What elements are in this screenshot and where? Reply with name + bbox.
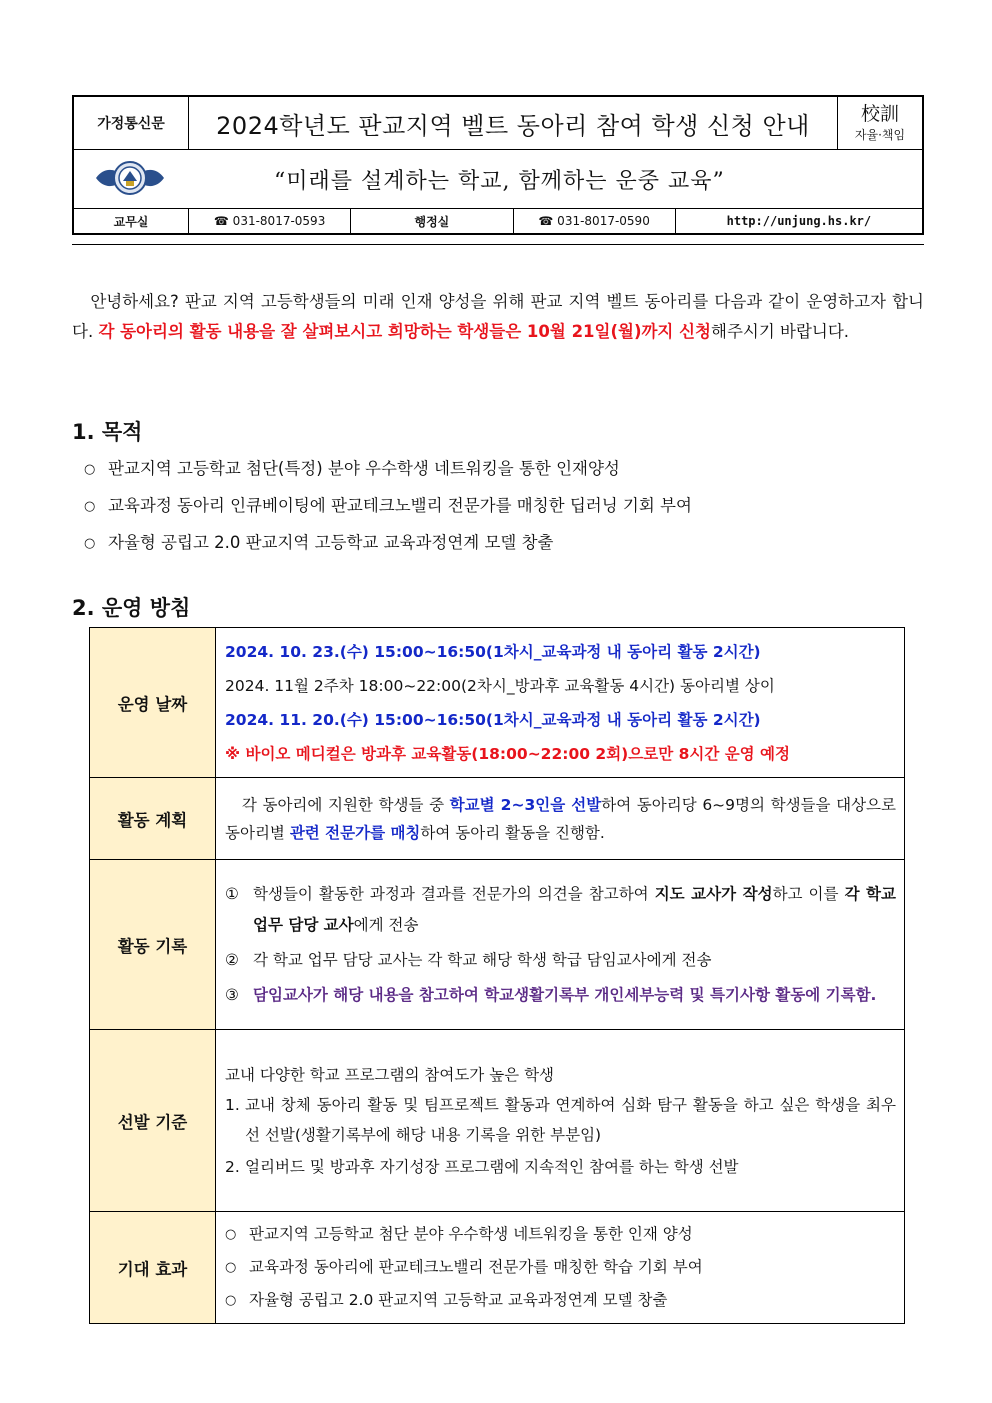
row-content-plan: 각 동아리에 지원한 학생들 중 학교별 2~3인을 선발하여 동아리당 6~9명의 학생들을 대상으로 동아리별 관련 전문가를 매칭하여 동아리 활동을 진행함. — [216, 778, 905, 860]
row-label-selection: 선발 기준 — [90, 1030, 216, 1212]
date-session-1: 2024. 10. 23.(수) 15:00~16:50(1차시_교육과정 내 동아리 활동 2시간) — [225, 642, 761, 661]
purpose-item: ○ 교육과정 동아리 인큐베이팅에 판교테크노밸리 전문가를 매칭한 딥러닝 기회 부여 — [84, 488, 692, 525]
row-label-record: 활동 기록 — [90, 860, 216, 1030]
school-slogan: “미래를 설계하는 학교, 함께하는 운중 교육” — [274, 169, 725, 194]
section-operation-title: 2. 운영 방침 — [72, 596, 191, 620]
table-row — [90, 1212, 905, 1324]
effect-item: ○ 자율형 공립고 2.0 판교지역 고등학교 교육과정연계 모델 창출 — [225, 1284, 896, 1317]
effect-item: ○ 판교지역 고등학교 첨단 분야 우수학생 네트워킹을 통한 인재 양성 — [225, 1218, 896, 1251]
document-title: 2024학년도 판교지역 벨트 동아리 참여 학생 신청 안내 — [189, 96, 838, 150]
row-content-selection — [216, 1030, 905, 1212]
table-row — [90, 1030, 905, 1212]
intro-text-1: 안녕하세요? 판교 지역 고등학생들의 미래 인재 양성을 위해 판교 지역 벨트 동아리를 다음과 같이 운영하고자 합니다. — [72, 292, 924, 341]
school-website-link[interactable]: http://unjung.hs.kr/ — [675, 209, 923, 235]
row-content-date — [216, 628, 905, 778]
office-label: 교무실 — [73, 209, 189, 235]
record-step-1: ① 학생들이 활동한 과정과 결과를 전문가의 의견을 참고하여 지도 교사가 작성하고 이를 각 학교 업무 담당 교사에게 전송 — [225, 884, 897, 934]
table-row — [90, 778, 905, 860]
newsletter-label: 가정통신문 — [73, 96, 189, 150]
plan-highlight-matching: 관련 전문가를 매칭 — [289, 823, 421, 842]
date-session-3: 2024. 11. 20.(수) 15:00~16:50(1차시_교육과정 내 동아리 활동 2시간) — [225, 710, 761, 729]
selection-intro: 교내 다양한 학교 프로그램의 참여도가 높은 학생 — [225, 1065, 555, 1084]
record-step-3: ③ 담임교사가 해당 내용을 참고하여 학교생활기록부 개인세부능력 및 특기사항 활동에 기록함. — [225, 985, 877, 1004]
section-purpose-title: 1. 목적 — [72, 420, 143, 444]
letter-header — [72, 95, 924, 235]
slogan-row — [73, 150, 923, 209]
motto-text: 자율·책임 — [854, 128, 906, 142]
row-label-date: 운영 날짜 — [90, 628, 216, 778]
row-content-record — [216, 860, 905, 1030]
office-phone: ☎ 031-8017-0593 — [189, 209, 351, 235]
date-session-2: 2024. 11월 2주차 18:00~22:00(2차시_방과후 교육활동 4시간) 동아리별 상이 — [225, 676, 775, 695]
row-label-plan: 활동 계획 — [90, 778, 216, 860]
plan-highlight-selection: 학교별 2~3인을 선발 — [449, 795, 602, 814]
selection-criterion-1: 1. 교내 창체 동아리 활동 및 팀프로젝트 활동과 연계하여 심화 탐구 활동을 하고 싶은 학생을 최우선 선발(생활기록부에 해당 내용 기록을 위한 부분임) — [225, 1095, 896, 1144]
bullet-icon: ○ — [225, 1293, 237, 1308]
bullet-icon: ○ — [84, 499, 96, 514]
admin-office-label: 행정실 — [351, 209, 513, 235]
intro-paragraph — [72, 287, 924, 347]
row-label-effect: 기대 효과 — [90, 1212, 216, 1324]
motto-hanja: 校訓 — [860, 103, 899, 125]
bullet-icon: ○ — [225, 1227, 237, 1242]
record-step-2: ② 각 학교 업무 담당 교사는 각 학교 해당 학생 학급 담임교사에게 전송 — [225, 950, 712, 969]
purpose-item: ○ 판교지역 고등학교 첨단(특정) 분야 우수학생 네트워킹을 통한 인재양성 — [84, 451, 692, 488]
intro-text-2: 해주시기 바랍니다. — [711, 322, 850, 341]
school-emblem-icon — [94, 159, 166, 197]
operation-table — [89, 627, 905, 1324]
table-row — [90, 860, 905, 1030]
table-row — [90, 628, 905, 778]
purpose-item: ○ 자율형 공립고 2.0 판교지역 고등학교 교육과정연계 모델 창출 — [84, 525, 692, 562]
bullet-icon: ○ — [225, 1260, 237, 1275]
admin-office-phone: ☎ 031-8017-0590 — [513, 209, 675, 235]
header-divider — [72, 244, 924, 245]
date-biomedical-note: ※ 바이오 메디컬은 방과후 교육활동(18:00~22:00 2회)으로만 8시간 운영 예정 — [225, 744, 790, 763]
selection-criterion-2: 2. 얼리버드 및 방과후 자기성장 프로그램에 지속적인 참여를 하는 학생 선발 — [225, 1157, 739, 1176]
bullet-icon: ○ — [84, 462, 96, 477]
school-motto — [838, 96, 924, 150]
intro-deadline-notice: 각 동아리의 활동 내용을 잘 살펴보시고 희망하는 학생들은 10월 21일(월)까지 신청 — [98, 322, 711, 341]
bullet-icon: ○ — [84, 536, 96, 551]
effect-item: ○ 교육과정 동아리에 판교테크노밸리 전문가를 매칭한 학습 기회 부여 — [225, 1251, 896, 1284]
purpose-list — [84, 451, 692, 562]
row-content-effect — [216, 1212, 905, 1324]
